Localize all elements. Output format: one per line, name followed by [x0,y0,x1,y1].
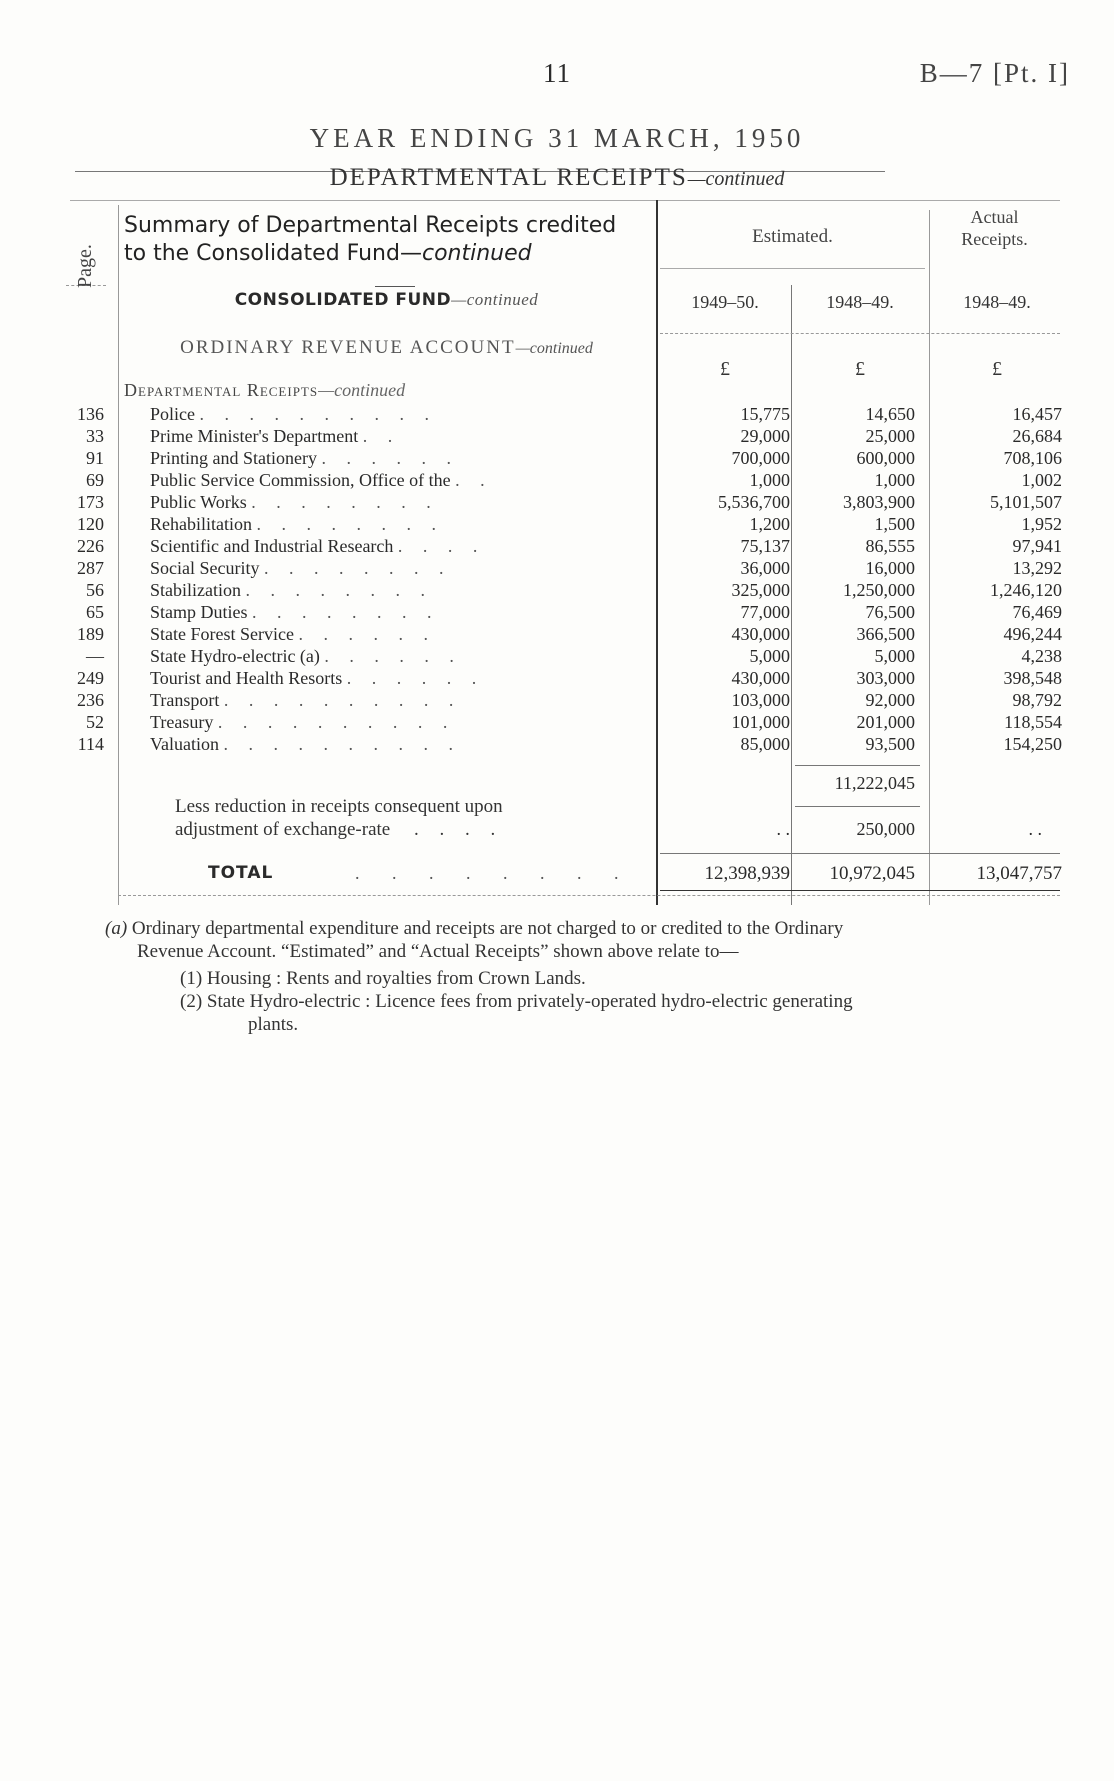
estimated-underline [660,268,925,269]
footnote-item-1: (1) Housing : Rents and royalties from Crown Lands. [180,968,586,989]
row-department-name: State Hydro-electric (a) [150,646,320,666]
row-department [150,579,620,601]
total-actual-1948-49: 13,047,757 [976,863,1062,884]
row-department-name: Public Works [150,492,247,512]
table-row [0,491,1114,513]
table-row [0,469,1114,491]
row-department [150,711,620,733]
row-actual-1948-49: 708,106 [1003,448,1062,468]
row-est-1949-50: 700,000 [731,448,790,468]
year-col-3: 1948–49. [963,292,1031,312]
footnote-item-2: (2) State Hydro-electric : Licence fees from privately-operated hydro-electric generating [180,991,853,1012]
row-est-1948-49: 5,000 [874,646,915,666]
row-leader-dots: . . . . . . . . . . [199,404,437,424]
row-actual-1948-49: 1,002 [1021,470,1062,490]
row-actual-1948-49: 496,244 [1003,624,1062,644]
table-row [0,623,1114,645]
row-department-name: Tourist and Health Resorts [150,668,343,688]
row-est-1949-50: 325,000 [731,580,790,600]
row-page: 249 [77,668,104,688]
row-est-1948-49: 93,500 [865,734,915,754]
total-label: TOTAL [208,863,274,883]
row-est-1948-49: 1,000 [874,470,915,490]
currency-col-1: £ [720,358,730,380]
row-est-1948-49: 201,000 [856,712,915,732]
row-est-1949-50: 5,536,700 [718,492,790,512]
row-page: 65 [86,602,104,622]
row-department-name: Public Service Commission, Office of the [150,470,451,490]
row-department [150,667,620,689]
row-department [150,733,620,755]
row-page: 114 [77,734,104,754]
row-leader-dots: . . . . . . [321,448,459,468]
row-leader-dots: . . . . . . . . [251,492,439,512]
less-rule [795,806,920,807]
row-page: 173 [77,492,104,512]
page-reference: B—7 [Pt. I] [919,58,1070,88]
row-est-1948-49: 76,500 [865,602,915,622]
row-leader-dots: . . . . . . . . . . [217,712,456,732]
row-actual-1948-49: 13,292 [1012,558,1062,578]
row-page: 136 [77,404,104,424]
row-department-name: Scientific and Industrial Research [150,536,394,556]
row-leader-dots: . . . . . . . . [256,514,444,534]
subtotal-1948-49: 11,222,045 [834,773,915,793]
row-actual-1948-49: 1,246,120 [990,580,1062,600]
row-department [150,557,620,579]
row-est-1948-49: 1,500 [874,514,915,534]
page-col-label: Page. [74,244,96,288]
footnote-a-mark: (a) [105,918,128,939]
table-row [0,557,1114,579]
year-col-2: 1948–49. [826,292,894,312]
less-est-1948-49: 250,000 [856,819,915,839]
total-bottom-rule-2 [118,895,1060,896]
row-est-1949-50: 77,000 [740,602,790,622]
row-department-name: Police [150,404,195,424]
row-est-1949-50: 75,137 [740,536,790,556]
row-department [150,469,620,491]
row-department-name: Valuation [150,734,219,754]
currency-col-3: £ [992,358,1002,380]
total-bottom-rule-1 [660,890,1060,891]
row-leader-dots: . . . . . . [298,624,436,644]
dept-heading [0,164,1114,192]
row-est-1949-50: 5,000 [749,646,790,666]
row-department-name: Rehabilitation [150,514,252,534]
row-actual-1948-49: 76,469 [1012,602,1062,622]
row-department-name: Printing and Stationery [150,448,317,468]
fund-underline [375,286,415,287]
row-department-name: State Forest Service [150,624,294,644]
row-actual-1948-49: 154,250 [1003,734,1062,754]
row-leader-dots: . . . . . . . . [252,602,440,622]
row-est-1949-50: 103,000 [731,690,790,710]
table-row [0,447,1114,469]
row-actual-1948-49: 398,548 [1003,668,1062,688]
dept-heading-text: DEPARTMENTAL RECEIPTS [329,164,688,191]
footnote-a-line-2: Revenue Account. “Estimated” and “Actual Receipts” shown above relate to— [137,941,739,962]
row-page: 226 [77,536,104,556]
dept-heading-cont: —continued [687,168,785,190]
table-row [0,601,1114,623]
row-est-1949-50: 1,000 [749,470,790,490]
total-est-1949-50: 12,398,939 [704,863,790,884]
table-row [0,579,1114,601]
consolidated-fund-label: CONSOLIDATED FUND—continued [234,290,539,310]
row-actual-1948-49: 4,238 [1021,646,1062,666]
total-est-1948-49: 10,972,045 [829,863,915,884]
row-page: 287 [77,558,104,578]
row-department-name: Stabilization [150,580,241,600]
row-leader-dots: . . . . . . . . . . [223,734,461,754]
row-department [150,491,620,513]
row-page: 236 [77,690,104,710]
row-est-1949-50: 430,000 [731,668,790,688]
row-page: 33 [86,426,104,446]
summary-title [124,212,616,268]
row-page: 56 [86,580,104,600]
row-department [150,623,620,645]
year-col-1: 1949–50. [691,292,759,312]
estimated-label: Estimated. [752,226,833,247]
row-leader-dots: . . . . [397,536,486,556]
table-row [0,645,1114,667]
footnote-a [105,917,843,940]
row-department [150,601,620,623]
row-est-1948-49: 303,000 [856,668,915,688]
row-leader-dots: . . . . . . . . [263,558,452,578]
row-leader-dots: . . . . . . . . . . [223,690,462,710]
actual-receipts-label: Actual Receipts. [961,207,1028,249]
footnote-a-line-1: Ordinary departmental expenditure and receipts are not charged to or credited to the Ordinary [131,918,844,939]
row-actual-1948-49: 98,792 [1012,690,1062,710]
table-row [0,535,1114,557]
table-row [0,667,1114,689]
table-row [0,403,1114,425]
less-actual-1948-49: . . [1028,819,1042,839]
row-est-1949-50: 430,000 [731,624,790,644]
row-department-name: Social Security [150,558,260,578]
departmental-receipts-subhead: Departmental Receipts—continued [124,380,406,400]
table-row [0,711,1114,733]
footnote-item-2-cont: plants. [248,1014,299,1035]
row-page: 91 [86,448,104,468]
row-actual-1948-49: 16,457 [1012,404,1062,424]
row-page: 69 [86,470,104,490]
row-leader-dots: . . [362,426,401,446]
summary-title-line-2: to the Consolidated Fund—continued [124,241,532,266]
row-est-1949-50: 36,000 [740,558,790,578]
total-leader-dots: . . . . . . . . [355,863,633,883]
row-department [150,447,620,469]
row-department-name: Treasury [150,712,214,732]
row-department [150,645,620,667]
row-department [150,403,620,425]
row-page: 120 [77,514,104,534]
row-est-1948-49: 25,000 [865,426,915,446]
row-actual-1948-49: 26,684 [1012,426,1062,446]
row-est-1949-50: 1,200 [749,514,790,534]
row-est-1949-50: 29,000 [740,426,790,446]
row-actual-1948-49: 5,101,507 [990,492,1062,512]
row-page: 52 [86,712,104,732]
table-row [0,733,1114,755]
ordinary-revenue-label: ORDINARY REVENUE ACCOUNT—continued [180,337,593,358]
row-department-name: Transport [150,690,220,710]
row-actual-1948-49: 1,952 [1021,514,1062,534]
year-heading: YEAR ENDING 31 MARCH, 1950 [309,123,805,153]
row-est-1948-49: 1,250,000 [843,580,915,600]
less-est-1949-50: . . [776,819,790,839]
row-actual-1948-49: 97,941 [1012,536,1062,556]
row-department [150,513,620,535]
row-est-1949-50: 85,000 [740,734,790,754]
currency-col-2: £ [855,358,865,380]
total-top-rule [660,853,1060,854]
row-est-1948-49: 3,803,900 [843,492,915,512]
row-est-1948-49: 86,555 [865,536,915,556]
row-est-1949-50: 101,000 [731,712,790,732]
row-department-name: Stamp Duties [150,602,248,622]
row-est-1948-49: 16,000 [865,558,915,578]
row-est-1948-49: 92,000 [865,690,915,710]
row-department-name: Prime Minister's Department [150,426,359,446]
row-leader-dots: . . . . . . [324,646,462,666]
less-reduction-text: Less reduction in receipts consequent upon adjustment of exchange-rate . . . . [175,796,504,840]
subtotal-rule [795,765,920,766]
row-est-1948-49: 600,000 [856,448,915,468]
row-page: — [86,646,104,666]
row-department [150,689,620,711]
row-page: 189 [77,624,104,644]
page-number: 11 [543,58,571,88]
row-actual-1948-49: 118,554 [1004,712,1062,732]
row-est-1949-50: 15,775 [740,404,790,424]
year-rule [660,333,1060,334]
row-leader-dots: . . . . . . . . [245,580,433,600]
table-row [0,513,1114,535]
row-est-1948-49: 366,500 [856,624,915,644]
row-leader-dots: . . . . . . [346,668,485,688]
row-leader-dots: . . [455,470,493,490]
summary-title-line-1: Summary of Departmental Receipts credited [124,213,617,238]
row-department [150,425,620,447]
table-row [0,425,1114,447]
row-est-1948-49: 14,650 [865,404,915,424]
table-top-rule [70,200,1060,201]
row-department [150,535,620,557]
table-row [0,689,1114,711]
